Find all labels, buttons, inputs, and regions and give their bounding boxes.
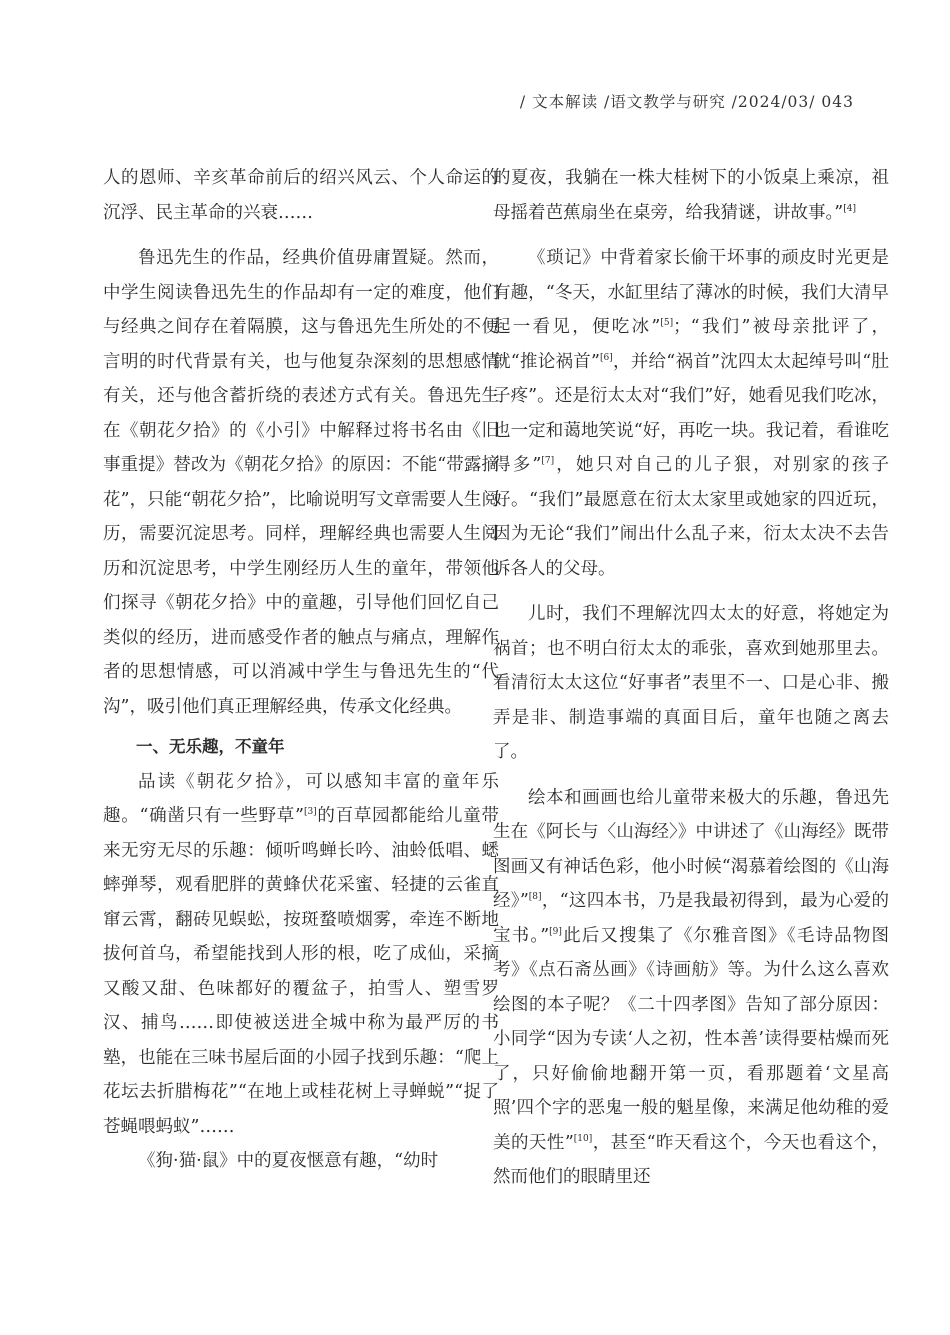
paragraph-text: 的夏夜，我躺在一株大桂树下的小饭桌上乘凉，祖母摇着芭蕉扇坐在桌旁，给我猜谜，讲故事。”: [493, 168, 889, 223]
paragraph-text: 绘本和画画也给儿童带来极大的乐趣，鲁迅先生在《阿长与〈山海经〉》中讲述了《山海经》既带图画又有神话色彩，他小时候“渴慕着绘图的《山海经》”: [493, 787, 889, 911]
paragraph: 儿时，我们不理解沈四太太的好意，将她定为祸首；也不明白衍太太的乖张，喜欢到她那里去。看清衍太太这位“好事者”表里不一、口是心非、搬弄是非、制造事端的真面目后，童年也随之离去了。: [493, 604, 889, 762]
paragraph: [493, 161, 889, 230]
paragraph-text: ，并给“祸首”沈四太太起绰号叫“肚子疼”。还是衍太太对“我们”好，她看见我们吃冰，也一定和蔼地笑说“好，再吃一块。我记着，看谁吃得多”: [493, 351, 889, 475]
paragraph: 《狗·猫·鼠》中的夏夜惬意有趣，“幼时: [138, 1151, 439, 1171]
paragraph-text: ，甚至“昨天看这个，今天也看这个，然而他们的眼睛里还: [493, 1132, 889, 1187]
paragraph-text: 《琐记》中背着家长偷干坏事的顽皮时光更是有趣，“冬天，水缸里结了薄冰的时候，我们大清早起一看见，便吃冰”: [493, 248, 889, 337]
paragraph: [493, 241, 889, 586]
paragraph: [103, 765, 499, 1145]
paragraph-text: 品读《朝花夕拾》，可以感知丰富的童年乐趣。“确凿只有一些野草”: [103, 771, 499, 826]
paragraph-text: ，她只对自己的儿子狠，对别家的孩子好。“我们”最愿意在衍太太家里或她家的四近玩，因为无论“我们”闹出什么乱子来，衍太太决不去告诉各人的父母。: [493, 455, 890, 579]
citation-ref: [4]: [843, 203, 856, 214]
paragraph: 人的恩师、辛亥革命前后的绍兴风云、个人命运的沉浮、民主革命的兴衰……: [103, 168, 499, 223]
citation-ref: [5]: [660, 318, 674, 329]
citation-ref: [7]: [541, 456, 555, 467]
citation-ref: [3]: [303, 807, 317, 818]
paragraph-text: 此后又搜集了《尔雅音图》《毛诗品物图考》《点石斋丛画》《诗画舫》等。为什么这么喜欢绘图的本子呢？《二十四孝图》告知了部分原因：小同学“因为专读‘人之初，性本善’读得要枯燥而死了，只好偷偷地翻开第一页，看那题着‘文星高照’四个字的恶鬼一般的魁星像，来满足他幼稚的爱美的天性”: [493, 925, 889, 1153]
section-heading: 一、无乐趣，不童年: [136, 737, 285, 756]
citation-ref: [6]: [599, 352, 613, 363]
paragraph: [493, 781, 889, 1195]
paragraph-text: ，“这四本书，乃是我最初得到，最为心爱的宝书。”: [493, 891, 889, 946]
paragraph: 鲁迅先生的作品，经典价值毋庸置疑。然而，中学生阅读鲁迅先生的作品却有一定的难度，他们与经典之间存在着隔膜，这与鲁迅先生所处的不便言明的时代背景有关，也与他复杂深刻的思想感情有关，还与他含蓄折绕的表述方式有关。鲁迅先生在《朝花夕拾》的《小引》中解释过将书名由《旧事重提》替改为《朝花夕拾》的原因：不能“带露摘花”，只能“朝花夕拾”，比喻说明写文章需要人生阅历，需要沉淀思考。同样，理解经典也需要人生阅历和沉淀思考，中学生刚经历人生的童年，带领他们探寻《朝花夕拾》中的童趣，引导他们回忆自己类似的经历，进而感受作者的触点与痛点，理解作者的思想情感，可以消减中学生与鲁迅先生的“代沟”，吸引他们真正理解经典，传承文化经典。: [103, 248, 499, 717]
running-header: / 文本解读 /语文教学与研究 /2024/03/ 043: [519, 93, 854, 111]
paragraph-text: ；“我们”被母亲批评了，就“推论祸首”: [493, 317, 889, 372]
citation-ref: [8]: [528, 892, 542, 903]
right-column: [493, 161, 889, 1195]
citation-ref: [10]: [573, 1133, 593, 1144]
paragraph-text: 的百草园都能给儿童带来无穷无尽的乐趣：倾听鸣蝉长吟、油蛉低唱、蟋蟀弹琴，观看肥胖的黄蜂伏花采蜜、轻捷的云雀直窜云霄，翻砖见蜈蚣，按斑蝥喷烟雾，牵连不断地拔何首乌，希望能找到人形的根，吃了成仙，采摘又酸又甜、色味都好的覆盆子，拍雪人、塑雪罗汉、捕鸟……即使被送进全城中称为最严厉的书塾，也能在三味书屋后面的小园子找到乐趣：“爬上花坛去折腊梅花”“在地上或桂花树上寻蝉蜕”“捉了苍蝇喂蚂蚁”……: [103, 806, 499, 1137]
citation-ref: [9]: [549, 926, 562, 937]
left-column: [103, 161, 499, 1179]
